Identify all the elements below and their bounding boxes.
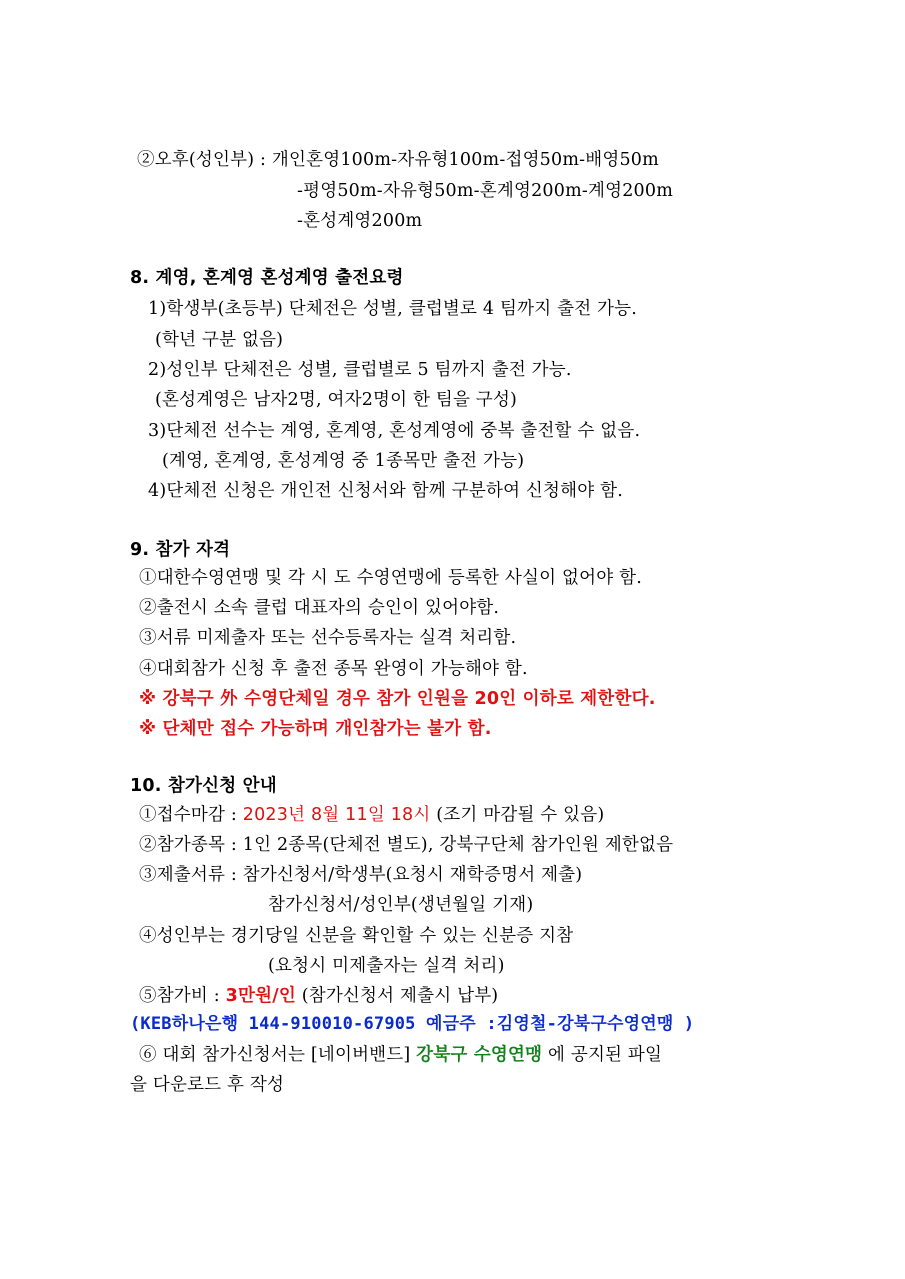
adult-schedule-events: 개인혼영100m-자유형100m-접영50m-배영50m [271, 150, 659, 170]
deadline-line [139, 803, 604, 827]
bank-account-info: (KEB하나은행 144-910010-67905 예금주 :김영철-강북구수영연맹 ) [130, 1014, 695, 1034]
adult-schedule-line2: -평영50m-자유형50m-혼계영200m-계영200m [297, 181, 674, 201]
documents-line1: ③제출서류 : 참가신청서/학생부(요청시 재학증명서 제출) [139, 865, 583, 885]
section8-item-1-note: (학년 구분 없음) [155, 330, 284, 350]
naver-band-name: 강북구 수영연맹 [416, 1045, 543, 1065]
documents-line2: 참가신청서/성인부(생년월일 기재) [268, 895, 534, 915]
fee-note: (참가신청서 제출시 납부) [295, 986, 499, 1006]
form-suffix: 에 공지된 파일 [542, 1045, 663, 1065]
section10-heading: 10. 참가신청 안내 [130, 776, 277, 796]
section8-heading: 8. 계영, 혼계영 혼성계영 출전요령 [130, 268, 404, 288]
events-line: ②참가종목 : 1인 2종목(단체전 별도), 강북구단체 참가인원 제한없음 [139, 835, 674, 855]
form-download-line2: 을 다운로드 후 작성 [130, 1075, 285, 1095]
adult-schedule-line3: -혼성계영200m [297, 211, 423, 231]
section8-item-3-note: (계영, 혼계영, 혼성계영 중 1종목만 출전 가능) [162, 451, 525, 471]
section9-item-4: ④대회참가 신청 후 출전 종목 완영이 가능해야 함. [139, 659, 528, 679]
fee-label: ⑤참가비 : [139, 986, 226, 1006]
section8-item-4: 4)단체전 신청은 개인전 신청서와 함께 구분하여 신청해야 함. [148, 481, 623, 501]
section9-item-2: ②출전시 소속 클럽 대표자의 승인이 있어야함. [139, 598, 500, 618]
deadline-note: (조기 마감될 수 있음) [430, 805, 605, 825]
section8-item-2-note: (혼성계영은 남자2명, 여자2명이 한 팀을 구성) [155, 390, 518, 410]
section9-heading: 9. 참가 자격 [130, 540, 231, 560]
id-line1: ④성인부는 경기당일 신분을 확인할 수 있는 신분증 지참 [139, 926, 574, 946]
section8-item-1: 1)학생부(초등부) 단체전은 성별, 클럽별로 4 팀까지 출전 가능. [148, 299, 638, 319]
section9-item-3: ③서류 미제출자 또는 선수등록자는 실격 처리함. [139, 628, 517, 648]
adult-schedule-line1 [137, 148, 659, 172]
deadline-value: 2023년 8월 11일 18시 [242, 805, 431, 825]
id-line2: (요청시 미제출자는 실격 처리) [268, 956, 505, 976]
adult-schedule-label: ②오후(성인부) : [137, 150, 272, 170]
deadline-label: ①접수마감 : [139, 805, 243, 825]
fee-line [139, 984, 498, 1008]
form-download-line1 [139, 1043, 662, 1067]
section8-item-2: 2)성인부 단체전은 성별, 클럽별로 5 팀까지 출전 가능. [148, 360, 572, 380]
section9-item-1: ①대한수영연맹 및 각 시 도 수영연맹에 등록한 사실이 없어야 함. [139, 568, 642, 588]
section9-notice-group-only: ※ 단체만 접수 가능하며 개인참가는 불가 함. [139, 719, 492, 739]
section9-notice-limit: ※ 강북구 外 수영단체일 경우 참가 인원을 20인 이하로 제한한다. [139, 689, 656, 709]
section8-item-3: 3)단체전 선수는 계영, 혼계영, 혼성계영에 중복 출전할 수 없음. [148, 421, 641, 441]
fee-value: 3만원/인 [225, 986, 296, 1006]
form-prefix: ⑥ 대회 참가신청서는 [네이버밴드] [139, 1045, 417, 1065]
